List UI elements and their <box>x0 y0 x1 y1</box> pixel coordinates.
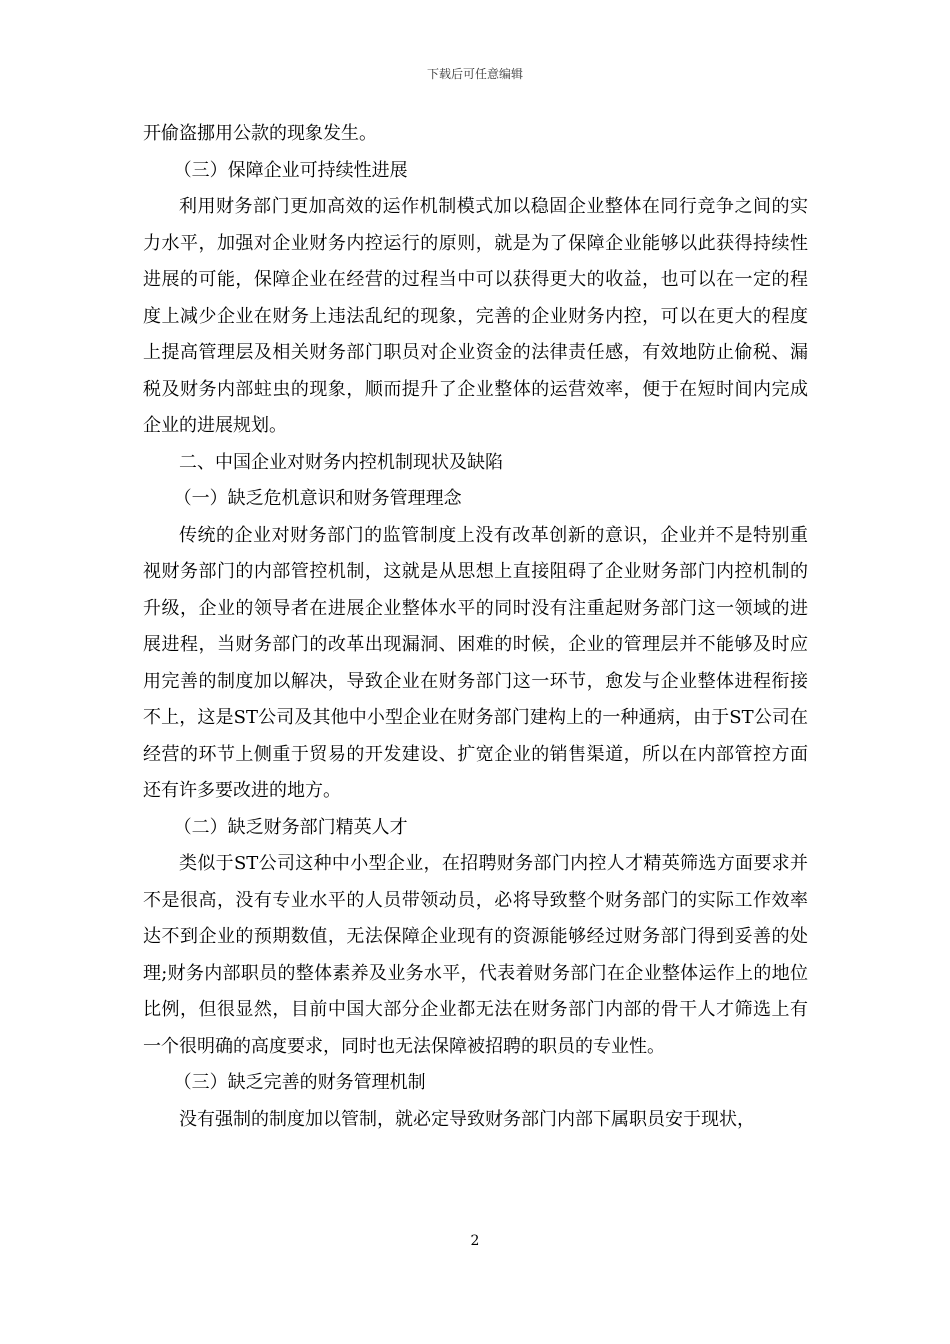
section-heading-sustainable-development: （三）保障企业可持续性进展 <box>173 159 408 181</box>
document-body <box>143 116 808 1138</box>
paragraph: 没有强制的制度加以管制，就必定导致财务部门内部下属职员安于现状， <box>179 1108 755 1130</box>
section-heading-lack-of-crisis-awareness: （一）缺乏危机意识和财务管理理念 <box>173 488 462 509</box>
page-number: 2 <box>470 1233 480 1249</box>
section-heading-lack-of-mechanism: （三）缺乏完善的财务管理机制 <box>173 1072 426 1093</box>
page-header: 下载后可任意编辑 <box>426 67 523 81</box>
paragraph: 利用财务部门更加高效的运作机制模式加以稳固企业整体在同行竞争之间的实力水平，加强对企业财务内控运行的原则，就是为了保障企业能够以此获得持续性进展的可能，保障企业在经营的过程当中可以获得更大的收益，也可以在一定的程度上减少企业在财务上违法乱纪的现象，完善的企业财务内控，可以在更大的程度上提高管理层及相关财务部门职员对企业资金的法律责任感，有效地防止偷税、漏税及财务内部蛀虫的现象，顺而提升了企业整体的运营效率，便于在短时间内完成企业的进展规划。 <box>143 196 808 436</box>
section-heading-lack-of-talent: （二）缺乏财务部门精英人才 <box>173 816 408 838</box>
paragraph: 传统的企业对财务部门的监管制度上没有改革创新的意识，企业并不是特别重视财务部门的内部管控机制，这就是从思想上直接阻碍了企业财务部门内控机制的升级，企业的领导者在进展企业整体水平的同时没有注重起财务部门这一领域的进展进程，当财务部门的改革出现漏洞、困难的时候，企业的管理层并不能够及时应用完善的制度加以解决，导致企业在财务部门这一环节，愈发与企业整体进程衔接不上，这是ST公司及其他中小型企业在财务部门建构上的一种通病，由于ST公司在经营的环节上侧重于贸易的开发建设、扩宽企业的销售渠道，所以在内部管控方面还有许多要改进的地方。 <box>143 524 808 801</box>
chapter-heading-status-and-defects: 二、中国企业对财务内控机制现状及缺陷 <box>179 451 503 473</box>
paragraph: 类似于ST公司这种中小型企业，在招聘财务部门内控人才精英筛选方面要求并不是很高，没有专业水平的人员带领动员，必将导致整个财务部门的实际工作效率达不到企业的预期数值，无法保障企业现有的资源能够经过财务部门得到妥善的处理;财务内部职员的整体素养及业务水平，代表着财务部门在企业整体运作上的地位比例，但很显然，目前中国大部分企业都无法在财务部门内部的骨干人才筛选上有一个很明确的高度要求，同时也无法保障被招聘的职员的专业性。 <box>143 853 808 1057</box>
paragraph-continuation: 开偷盗挪用公款的现象发生。 <box>143 123 377 144</box>
